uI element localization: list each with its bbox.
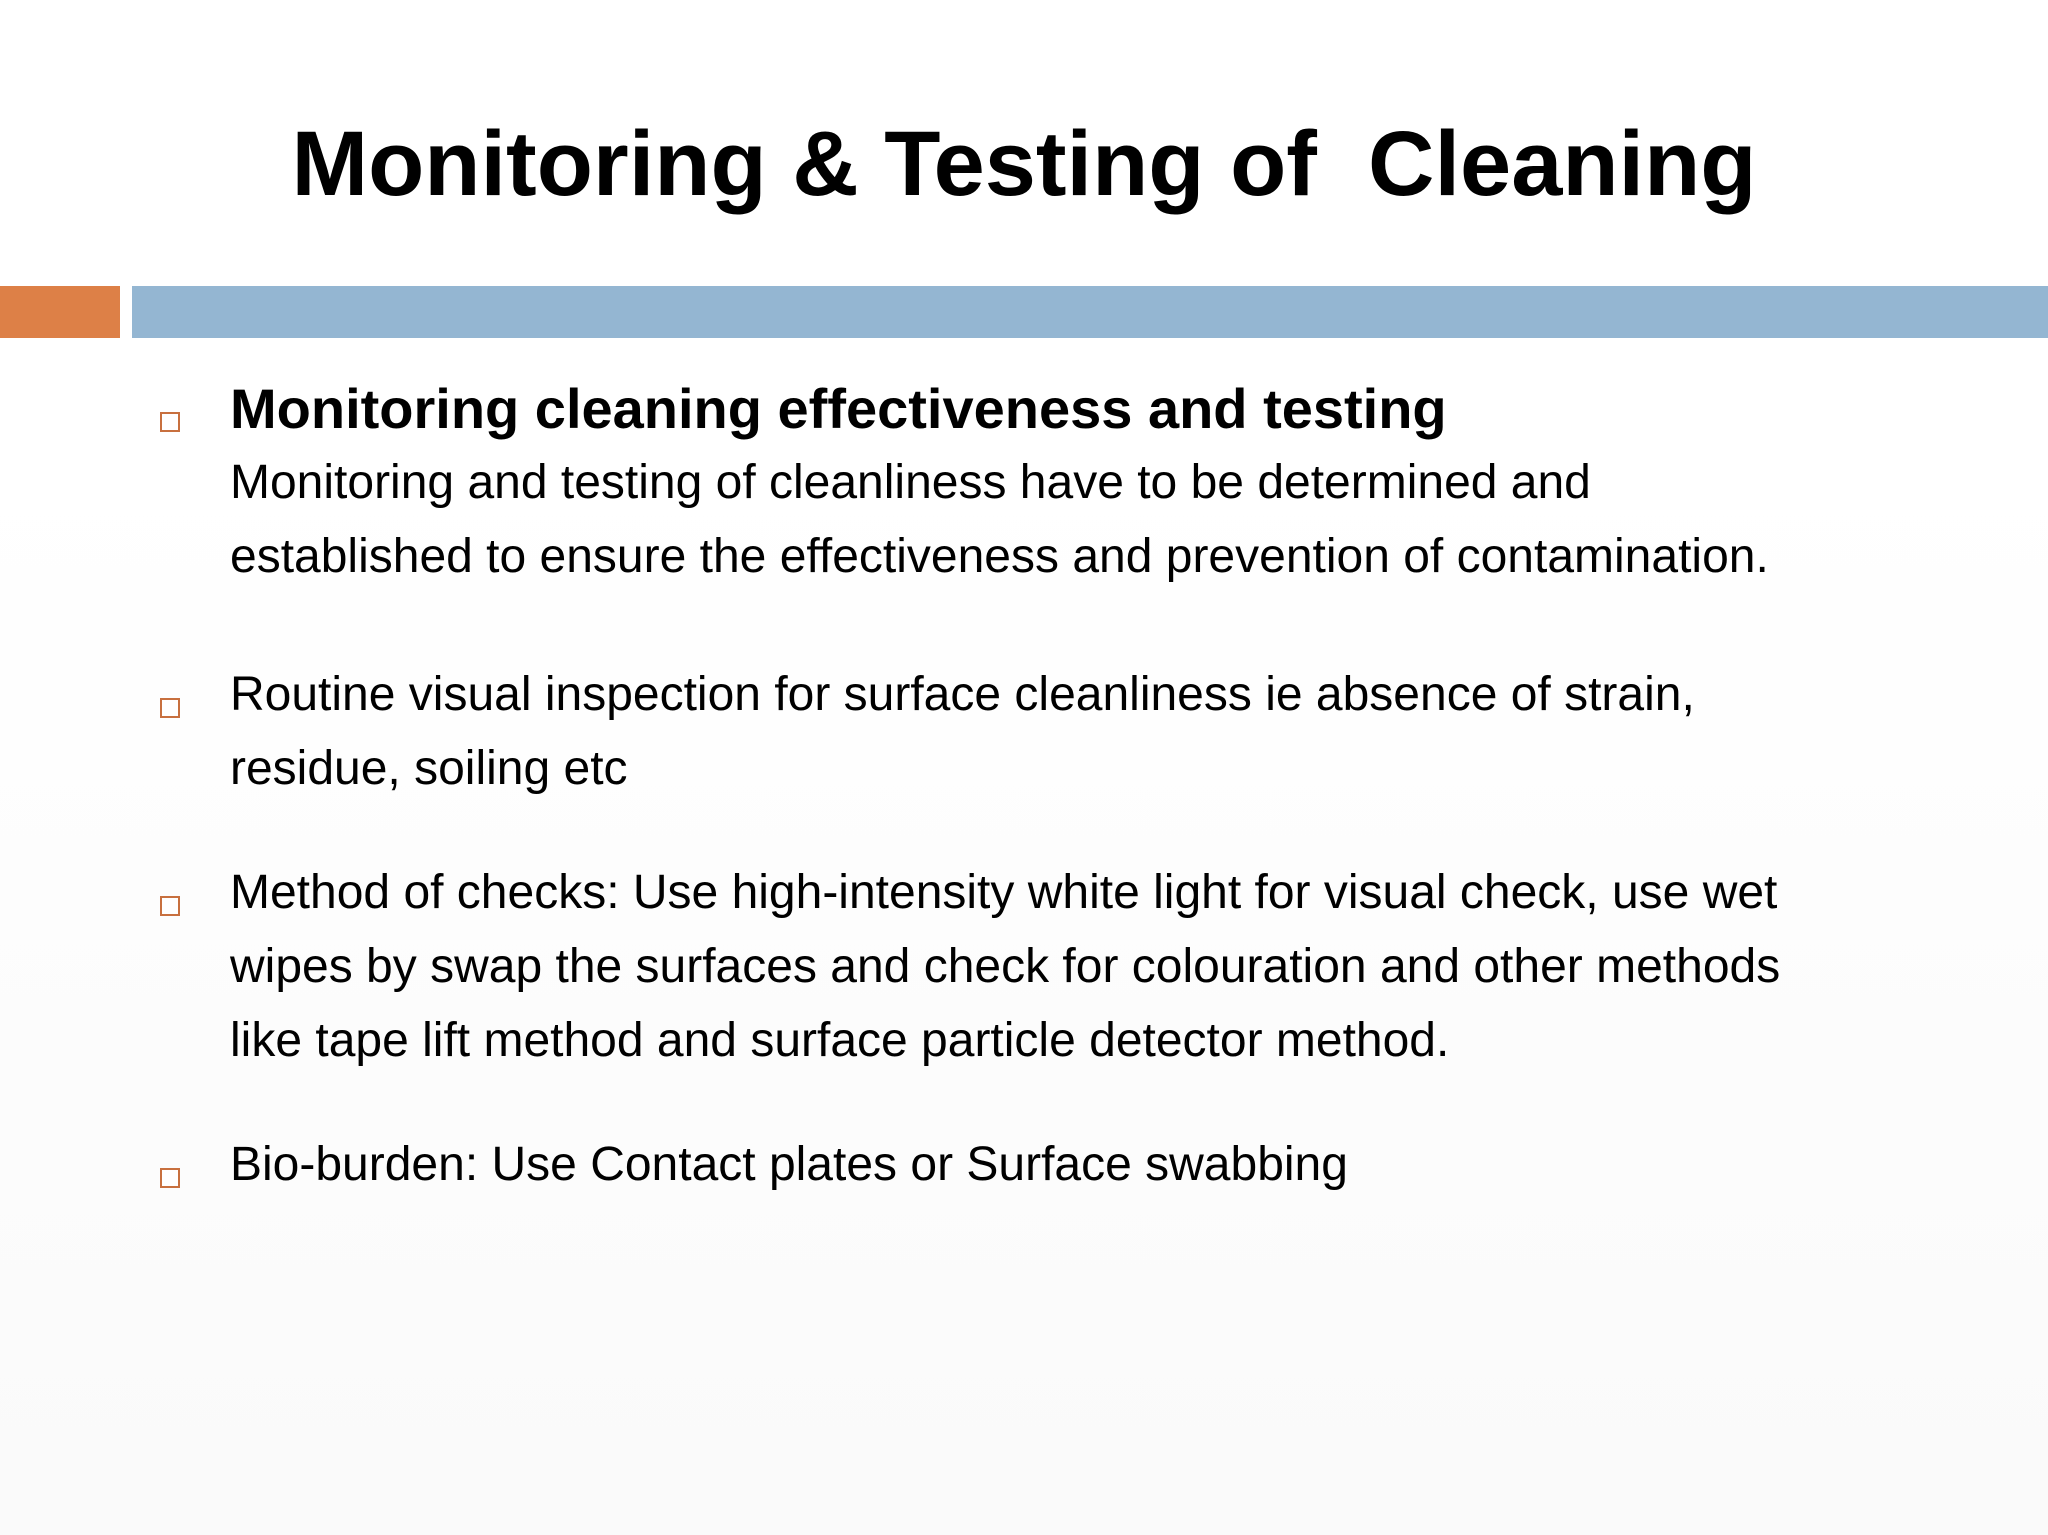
hollow-square-bullet-icon (160, 896, 180, 916)
bullet-line: Monitoring and testing of cleanliness have to be determined and (230, 456, 1591, 509)
bullet-line: Method of checks: Use high-intensity white light for visual check, use wet (230, 866, 1778, 919)
accent-bar-orange (0, 286, 120, 338)
slide-title: Monitoring & Testing of Cleaning (291, 113, 1757, 215)
bullet-line: Bio-burden: Use Contact plates or Surface swabbing (230, 1138, 1348, 1191)
bullet-line: like tape lift method and surface particle detector method. (230, 1014, 1450, 1067)
hollow-square-bullet-icon (160, 1168, 180, 1188)
bullet-line: residue, soiling etc (230, 742, 628, 795)
accent-bar-blue (132, 286, 2048, 338)
bullet-line: established to ensure the effectiveness and prevention of contamination. (230, 530, 1769, 583)
hollow-square-bullet-icon (160, 412, 180, 432)
hollow-square-bullet-icon (160, 698, 180, 718)
bullet-line: Routine visual inspection for surface cleanliness ie absence of strain, (230, 668, 1695, 721)
bullet-line: wipes by swap the surfaces and check for colouration and other methods (230, 940, 1781, 993)
bullet-heading: Monitoring cleaning effectiveness and testing (230, 377, 1447, 440)
